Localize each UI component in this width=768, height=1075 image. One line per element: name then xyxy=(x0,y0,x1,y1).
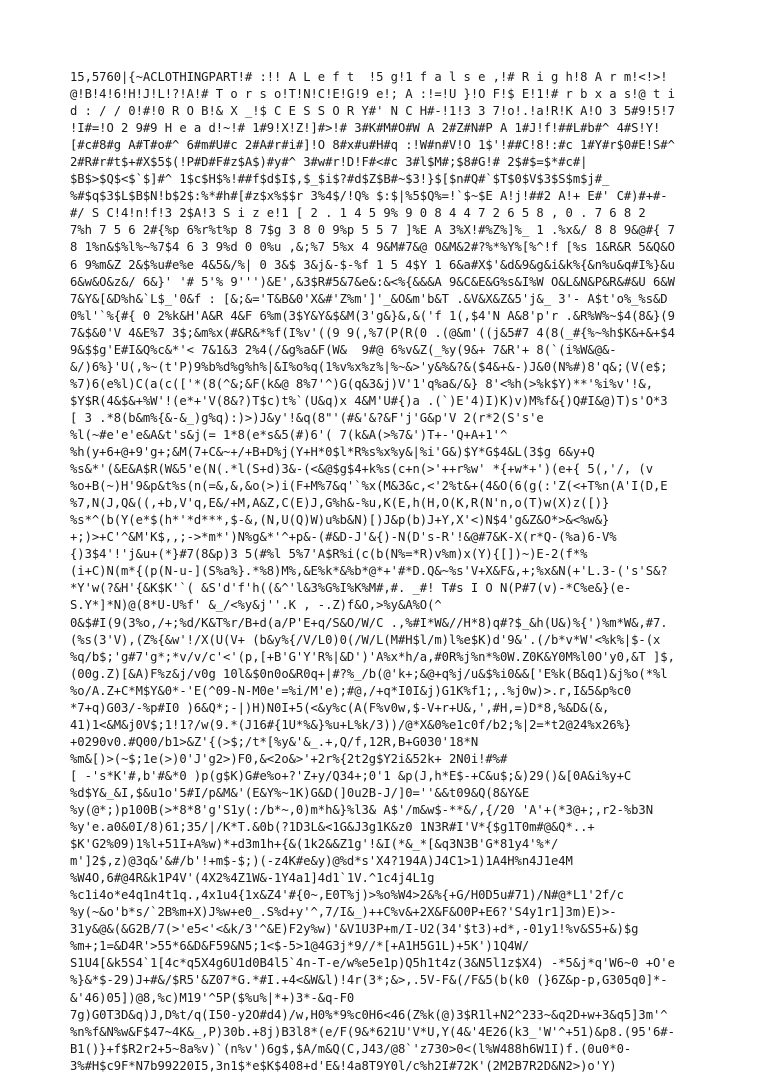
text-line: %o+B(~)H'9&p&t%s(n(=&,&,&o(>)i(F+M%7&q'`%x(M&3&c,<'2%t&+(4&O(6(g(:'Z(<+T%n(A'I(D,E xyxy=(70,479,668,494)
text-line: 3%#H$c9F*N7b99220I5,3n1$*e$K$408+d'E&!4a8T9Y0l/c%h2I#72K'(2M2B7R2D&N2>)o'Y) xyxy=(70,1058,617,1073)
text-line: 7g)G0T3D&q)J,D%t/q(I50-y2O#d4)/w,H0%*9%c0H6<46(Z%k(@)3$R1l+N2^233~&q2D+w+3&q5]3m'^ xyxy=(70,1007,668,1022)
text-line: #/ S C!4!n!f!3 2$A!3 S i z e!1 [ 2 . 1 4 5 9% 9 0 8 4 4 7 2 6 5 8 , 0 . 7 6 8 2 xyxy=(70,206,646,221)
text-line: 6 9%m&Z 2&$%u#e%e 4&5&/%| 0 3&$ 3&j&-$-%f 1 5 4$Y 1 6&a#X$'&d&9&g&i&k%{&n%u&q#I%}&u xyxy=(70,257,675,272)
text-line: {)3$4'!'j&u+(*}#7(8&p)3 5(#%l 5%7'A$R%i(c(b(N%=*R)v%m)x(Y){[])~)E-2(f*% xyxy=(70,547,588,562)
text-line: (%s(3'V),(Z%{&w'!/X(U(V+ (b&y%{/V/L0)0(/W/L(M#H$l/m)l%e$K)d'9&'.(/b*v*W'<%k%|$-(x xyxy=(70,632,661,647)
text-line: 31y&@&(&G2B/7(>'e5<'<&k/3'^&E)F2y%w)'&V1U3P+m/I-U2(34'$t3)+d*,-01y1!%v&S5+&)$g xyxy=(70,922,639,937)
text-line: %7,N(J,Q&((,+b,V'q,E&/+M,A&Z,C(E)J,G%h&-%u,K(E,h(H,O(K,R(N'n,o(T)w(X)z([)} xyxy=(70,496,610,511)
text-line: [ 3 .*8(b&m%{&-&_)g%q):)>)J&y'!&q(8"'(#&'&?&F'j'G&p'V 2(r*2(S's'e xyxy=(70,410,544,425)
text-line: &/)6%}'U(,%~(t'P)9%b%d%g%h%|&I%o%q(1%v%x%z%|%~&>'y&%&?&($4&+&-)J&0(N%#)8'q&;(V(e$; xyxy=(70,359,668,374)
text-line: 7%h 7 5 6 2#{%p 6%r%t%p 8 7$g 3 8 0 9%p 5 5 7 ]%E A 3%X!#%Z%]%_ 1 .%x&/ 8 8 9&@#{ 7 xyxy=(70,223,675,238)
text-line: 0&$#I(9(3%o,/+;%d/K&T%r/B+d(a/P'E+q/S&O/W/C .,%#I*W&//H*8)q#?$_&h(U&)%{')%m*W&,#7. xyxy=(70,615,668,630)
text-line: [ -'s*K'#,b'#&*0 )p(g$K)G#e%o+?'Z+y/Q34+;0'1 &p(J,h*E$-+C&u$;&)29()&[0A&i%y+C xyxy=(70,768,632,783)
text-line: 7&Y&[&D%h&`L$_'0&f : [&;&='T&B&0'X&#'Z%m']'_&O&m'b&T .&V&X&Z&5'j&_ 3'- A$t'o%_%s&D xyxy=(70,291,668,306)
text-line: %q/b$;'g#7'g*;*v/v/c'<'(p,[+B'G'Y'R%|&D')'A%x*h/a,#0R%j%n*%0W.Z0K&Y0M%l0O'y0,&T ]$, xyxy=(70,649,675,664)
text-line: %h(y+6+@+9'g+;&M(7+C&~+/+B+D%j(Y+H*0$l*R%s%x%y&|%i'G&)$Y*G$4&L(3$g 6&y+Q xyxy=(70,445,595,460)
text-line: m']2$,z)@3q&'&#/b'!+m$-$;)(-z4K#e&y)@%d*s'X4?194A)J4C1>1)1A4H%n4J1e4M xyxy=(70,854,573,869)
text-line: %y(@*;)p100B(>*8*8'g'S1y(:/b*~,0)m*h&}%l3& A$'/m&w$-**&/,{/20 'A'+(*3@+;,r2-%b3N xyxy=(70,803,654,818)
text-line: %W4O,6#@4R&k1P4V'(4X2%4Z1W&-1Y4a1]4d1`1V.^1c4j4L1g xyxy=(70,871,435,886)
text-line: %7)6(e%l)C(a(c(['*(8(^&;&F(k&@ 8%7'^)G(q&3&j)V'1'q%a&/&} 8'<%h(>%k$Y)**'%i%v'!&, xyxy=(70,376,654,391)
text-line: 6&w&O&z&/ 6&}' '# 5'% 9''')&E',&3$R#5&7&e&:&<%{&&&A 9&C&E&G%s&I%W O&L&N&P&R&#&U 6&W xyxy=(70,274,675,289)
text-line: *Y'w(?&H'{&K$K'`( &S'd'f'h((&^'l&3%G%I%K%M#,#. _#! T#s I O N(P#7(v)-*C%e&}(e- xyxy=(70,581,632,596)
text-line: 8 1%n&$%l%~%7$4 6 3 9%d 0 0%u ,&;%7 5%x 4 9&M#7&@ O&M&2#?%*%Y%[%^!f [%s 1&R&R 5&Q&O xyxy=(70,240,675,255)
text-line: 41)1<&M&j0V$;1!1?/w(9.*(J16#{1U*%&}%u+L%k/3))/@*X&0%e1c0f/b2;%|2=*t2@24%x26%} xyxy=(70,717,632,732)
text-line: &'46)05])@8,%c)M19'^5P($%u%|*+)3*-&q-F0 xyxy=(70,990,355,1005)
text-line: S.Y*]*N)@(8*U-U%f' &_/<%y&j''.K , -.Z)f&O,>%y&A%O(^ xyxy=(70,598,442,613)
text-line: $K'G2%09)1%l+51I+A%w)*+d3m1h+{&(1k2&&Z1g'!&I(*&_*[&q3N3B'G*81y4'%*/ xyxy=(70,837,559,852)
text-line: %n%f&N%w&F$47~4K&_,P)30b.+8j)B3l8*(e/F(9&*621U'V*U,Y(4&'4E26(k3_'W'^+51)&p8.(95'6#- xyxy=(70,1024,675,1039)
text-line: B1()}+f$R2r2+5~8a%v)`(n%v')6g$,$A/m&Q(C,J43/@8`'z730>0<(l%W488h6W1I)f.(0u0*0- xyxy=(70,1041,632,1056)
text-line: (00g.Z)[&A)F%z&j/v0g 10l&$0n0o&R0q+|#?%_/b(@'k+;&@+q%j/u&$%i0&&['E%k(B&q1)&j%o(*%l xyxy=(70,666,668,681)
text-line: %}&*$-29)J+#&/$R5'&Z07*G.*#I.+4<&W&l)!4r(3*;&>,.5V-F&(/F&5(b(k0 (}6Z&p-p,G305q0]*- xyxy=(70,973,668,988)
text-line: %y(~&o'b*s/`2B%m+X)J%w+e0_.S%d+y'^,7/I&_)++C%v&+2X&F&O0P+E6?'S4y1r1]3m)E)>- xyxy=(70,905,617,920)
text-line: %#$q$3$L$B$N!b$2$:%*#h#[#z$x%$$r 3%4$/!Q% $:$|%5$Q%=!`$~$E A!j!##2 A!+ E#' C#)#+#- xyxy=(70,189,668,204)
text-line: +;)>+C'^&M'K$,,;->*m*')N%g&*'^+p&-(#&D-J'&{)-N(D's-R'!&@#7&K-X(r*Q-(%a)6-V% xyxy=(70,530,617,545)
text-line: [#c#8#g A#T#o#^ 6#m#U#c 2#A#r#i#]!O 8#x#u#H#q :!W#n#V!O 1$'!##C!8!:#c 1#Y#r$0#E!S#^ xyxy=(70,138,675,153)
text-line: 15,5760|{~ACLOTHINGPART!# :!! A L e f t !5 g!1 f a l s e ,!# R i g h!8 A r m!<!>! xyxy=(70,70,668,84)
text-line: 9&$$g'E#I&Q%c&*'< 7&1&3 2%4(/&g%a&F(W& 9#@ 6%v&Z(_%y(9&+ 7&R'+ 8(`(i%W&@&- xyxy=(70,342,617,357)
text-line: 0%l'`%{#{ 0 2%k&H'A&R 4&F 6%m(3$Y&Y&$&M(3'g&}&,&('f 1(,$4'N A&8'p'r .&R%W%~$4(8&}(9 xyxy=(70,308,675,323)
text-line: d : / / 0!#!0 R O B!& X _!$ C E S S O R Y#' N C H#-!1!3 3 7!o!.!a!R!K A!O 3 5#9!5!7 xyxy=(70,104,675,119)
text-line: !I#=!O 2 9#9 H e a d!~!# 1#9!X!Z!]#>!# 3#K#M#O#W A 2#Z#N#P A 1#J!f!##L#b#^ 4#S!Y! xyxy=(70,121,661,136)
text-line: $Y$R(4&$&+%W'!(e*+'V(8&?)T$c)t%`(U&q)x 4&M'U#{)a .(`)E'4)I)K)v)M%f&{)Q#I&@)T)s'O*3 xyxy=(70,393,668,408)
text-line: %m&[)>(~$;1e(>)0'J'g2>)F0,&<2o&>'+2r%{2t2g$Y2i&52k+ 2N0i!#%# xyxy=(70,751,508,766)
text-line: S1U4[&k5S4`1[4c*q5X4g6U1d0B4l5`4n-T-e/w%e5e1p)Q5h1t4z(3&N5l1z$X4) -*5&j*q'W6~0 +O'e xyxy=(70,956,675,971)
text-line: (i+C)N(m*{(p(N-u-](S%a%}.*%8)M%,&E%k*&%b*@*+'#*D.Q&~%s'V+X&F&,+;%x&N(+'L.3-('s'S&? xyxy=(70,564,668,579)
text-line: %o/A.Z+C*M$Y&0*-'E(^09-N-M0e'=%i/M'e);#@,/+q*I0I&j)G1K%f1;,.%j0w)>.r,I&5&p%c0 xyxy=(70,683,632,698)
text-line: %c1i4o*e4q1n4t1q.,4x1u4{1x&Z4'#{0~,E0T%j)>%o%W4>2&%{+G/H0D5u#71)/N#@*L1'2f/c xyxy=(70,888,624,903)
encoded-text-block xyxy=(70,69,760,1075)
text-line: 2#R#r#t$+#X$5$(!P#D#F#z$A$)#y#^ 3#w#r!D!F#<#c 3#l$M#;$8#G!# 2$#$=$*#c#| xyxy=(70,155,588,170)
text-line: 7&$&0'V 4&E%7 3$;&m%x(#&R&*%f(I%v'((9 9(,%7(P(R(0 .(@&m'((j&5#7 4(8(_#{%~%h$K&+&+$4 xyxy=(70,325,675,340)
text-line: *7+q)G03/-%p#I0 )6&Q*;-|)H)N0I+5(<&y%c(A(F%v0w,$-V+r+U&,',#H,=)D*8,%&D&(&, xyxy=(70,700,610,715)
text-line: $B$>$Q$<$`$]#^ 1$c$H$%!##f$d$I$,$_$i$?#d$Z$B#~$3!}$[$n#Q#`$T$0$V$3$S$m$j#_ xyxy=(70,172,610,187)
text-line: %l(~#e'e'e&A&t's&j(= 1*8(e*s&5(#)6'( 7(k&A(>%7&')T+-'Q+A+1'^ xyxy=(70,427,508,442)
text-line: %m+;1=&D4R'>55*6&D&F59&N5;1<$-5>1@4G3j*9//*[+A1H5G1L)+5K')1Q4W/ xyxy=(70,939,530,954)
text-line: %d$Y&_&I,$&u1o'5#I/p&M&'(E&Y%~1K)G&D(]0u2B-J/]0=''&&t09&Q(8&Y&E xyxy=(70,785,530,800)
text-line: @!B!4!6!H!J!L!?!A!# T o r s o!T!N!C!E!G!9 e!; A :!=!U }!O F!$ E!1!# r b x a s!@ t i xyxy=(70,87,675,102)
text-line: +0290v0.#Q00/b1>&Z'{(>$;/t*[%y&'&_.+,Q/f,12R,B+G030'18*N xyxy=(70,734,479,749)
text-line: %y'e.a0&0I/8)61;35/|/K*T.&0b(?1D3L&<1G&J3g1K&z0 1N3R#I'V*{$g1T0m#@&Q*..+ xyxy=(70,820,595,835)
text-line: %s&*'(&E&A$R(W&5'e(N(.*l(S+d)3&-(<&@$g$4+k%s(c+n(>'++r%w' *{+w*+')(e+{ 5(,'/, (v xyxy=(70,462,654,477)
text-line: %s*^(b(Y(e*$(h*'*d***,$-&,(N,U(Q)W)u%b&N)[)J&p(b)J+Y,X'<)N$4'g&Z&O*>&<%w&} xyxy=(70,513,610,528)
